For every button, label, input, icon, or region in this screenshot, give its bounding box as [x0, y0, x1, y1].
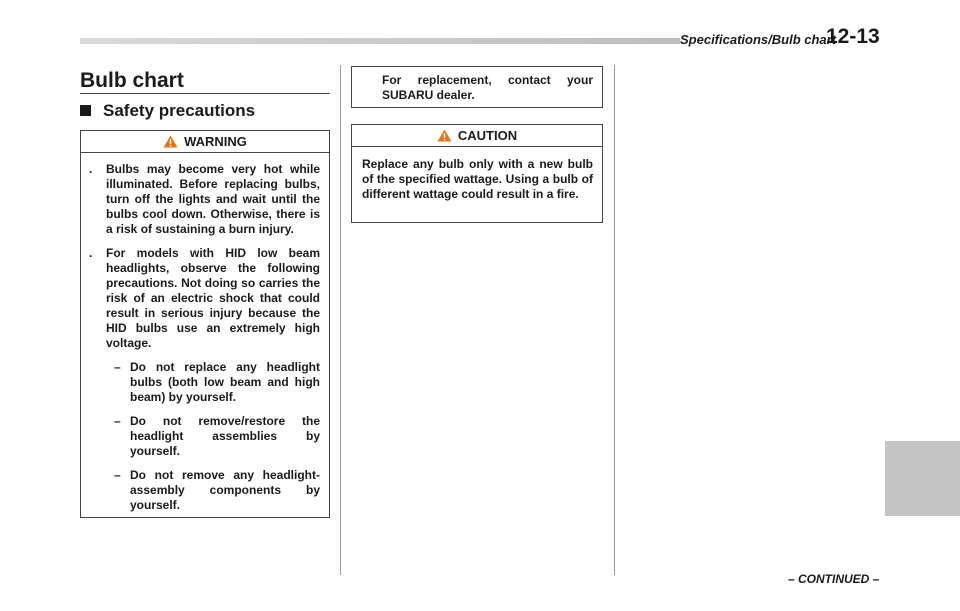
caution-heading: CAUTION — [457, 128, 518, 143]
warning-box — [80, 130, 330, 518]
warning-subitem: – Do not remove any headlight-assembly components by yourself. — [114, 468, 320, 512]
warning-subitem: – Do not remove/restore the headlight assemblies by yourself. — [114, 414, 320, 458]
warning-item: . For models with HID low beam headlights, observe the following precautions. Not doing so carries the risk of an electric shock that could result in serious injury because the HID bulbs use an extremely high voltage. — [89, 246, 320, 350]
caution-text: Replace any bulb only with a new bulb of the specified wattage. Using a bulb of different wattage could result in a fire. — [362, 157, 593, 201]
square-bullet-icon — [80, 105, 91, 116]
column-divider-right — [614, 65, 615, 575]
section-title-rule — [80, 93, 330, 94]
warning-item-text: For models with HID low beam headlights, observe the following precautions. Not doing so carries the risk of an electric shock that could result in serious injury because the HID bulbs use an extremely high voltage. — [106, 246, 320, 350]
caution-box — [351, 124, 603, 223]
header-rule — [80, 38, 680, 44]
subsection-title-text: Safety precautions — [103, 101, 256, 120]
warning-heading: WARNING — [184, 134, 247, 149]
column-divider-left — [340, 65, 341, 575]
warning-triangle-icon — [163, 135, 178, 148]
caution-header — [352, 125, 602, 147]
warning-header — [81, 131, 329, 153]
warning-subitem-text: Do not replace any headlight bulbs (both low beam and high beam) by yourself. — [130, 360, 320, 404]
section-title: Bulb chart — [80, 69, 184, 92]
subsection-title — [80, 101, 255, 121]
page-number: 12-13 — [826, 25, 880, 48]
continued-footer: – CONTINUED – — [788, 572, 880, 586]
chapter-tab — [885, 441, 960, 516]
continuation-text: For replacement, contact your SUBARU dealer. — [382, 73, 593, 102]
warning-subitem-text: Do not remove/restore the headlight assemblies by yourself. — [130, 414, 320, 458]
warning-item: . Bulbs may become very hot while illuminated. Before replacing bulbs, turn off the lights and wait until the bulbs cool down. Otherwise, there is a risk of sustaining a burn injury. — [89, 162, 320, 236]
warning-item-text: Bulbs may become very hot while illuminated. Before replacing bulbs, turn off the lights and wait until the bulbs cool down. Otherwise, there is a risk of sustaining a burn injury. — [106, 162, 320, 236]
warning-subitem-text: Do not remove any headlight-assembly components by yourself. — [130, 468, 320, 512]
warning-triangle-icon — [437, 129, 452, 142]
warning-subitem: – Do not replace any headlight bulbs (both low beam and high beam) by yourself. — [114, 360, 320, 404]
warning-continuation-box — [351, 66, 603, 108]
header-section-title: Specifications/Bulb chart — [680, 32, 837, 47]
